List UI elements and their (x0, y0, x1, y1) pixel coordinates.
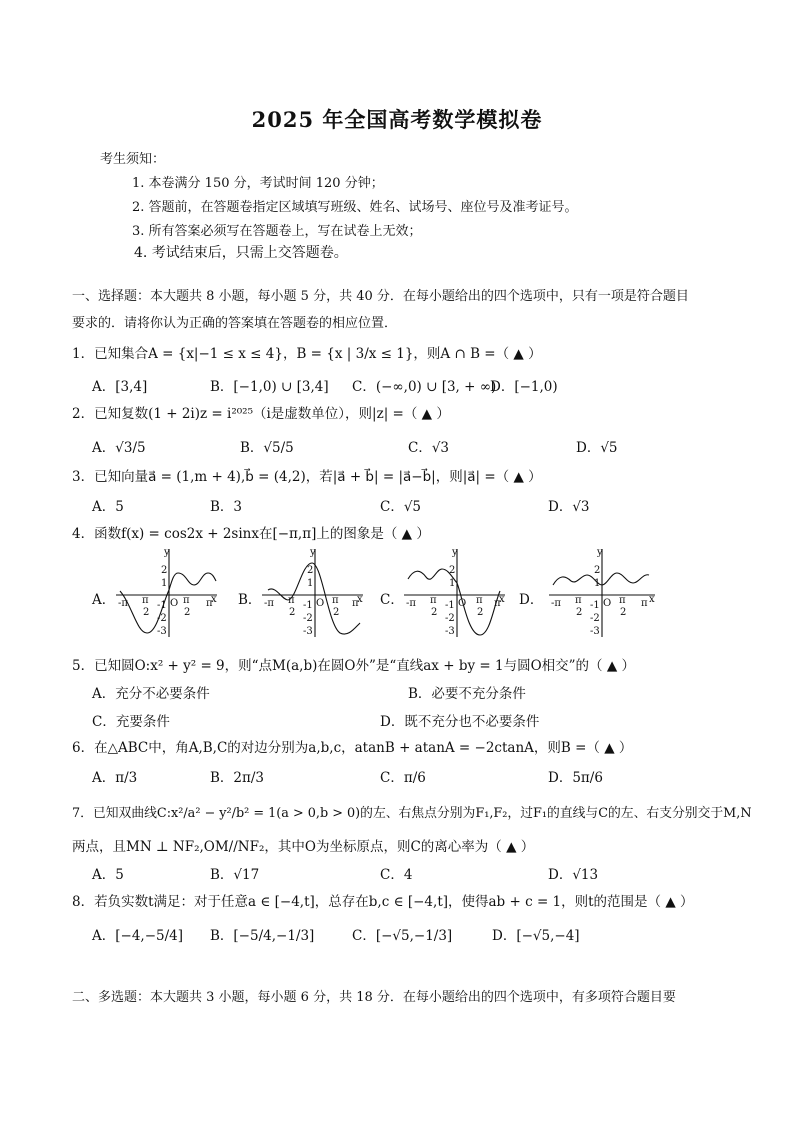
question-1-option-c: C．(−∞,0) ∪ [3, + ∞) (352, 379, 497, 395)
question-6-stem: 6．在△ABC中，角A,B,C的对边分别为a,b,c，atanB + atanA = −2ctanA，则B =（ ▲ ） (72, 740, 633, 756)
question-7-option-b: B．√17 (210, 867, 260, 883)
question-1-stem: 1．已知集合A = {x|−1 ≤ x ≤ 4}，B = {x | 3/x ≤ 1}，则A ∩ B =（ ▲ ） (72, 346, 542, 362)
svg-text:2: 2 (333, 607, 340, 618)
svg-text:1: 1 (307, 578, 314, 589)
question-6-option-d: D．5π/6 (548, 770, 603, 786)
svg-text:2: 2 (477, 607, 484, 618)
svg-text:O: O (316, 598, 325, 609)
svg-text:2: 2 (289, 607, 296, 618)
notice-heading: 考生须知： (100, 152, 166, 167)
svg-text:π: π (332, 595, 339, 606)
question-4-option-b: B． (238, 592, 262, 608)
svg-text:-2: -2 (445, 613, 455, 624)
notice-item-1: 1. 本卷满分 150 分，考试时间 120 分钟； (132, 176, 384, 191)
question-2-stem: 2．已知复数(1 + 2i)z = i²⁰²⁵（i是虚数单位），则|z| =（ ▲ ） (72, 406, 450, 422)
question-8-option-b: B．[−5/4,−1/3] (210, 928, 315, 944)
svg-text:π: π (183, 595, 190, 606)
svg-text:O: O (458, 598, 467, 609)
svg-text:2: 2 (576, 607, 583, 618)
question-3-option-a: A．5 (92, 499, 124, 515)
svg-text:-3: -3 (590, 626, 600, 637)
svg-text:-π: -π (406, 598, 416, 609)
question-8-option-d: D．[−√5,−4] (492, 928, 580, 944)
svg-text:y: y (597, 547, 603, 558)
svg-text:x: x (499, 594, 505, 605)
question-3-option-d: D．√3 (548, 499, 590, 515)
question-4-graph-a (112, 545, 222, 640)
svg-text:1: 1 (594, 578, 601, 589)
svg-text:π: π (619, 595, 626, 606)
svg-text:-2: -2 (590, 613, 600, 624)
svg-text:y: y (164, 547, 170, 558)
question-5-stem: 5．已知圆O:x² + y² = 9，则“点M(a,b)在圆O外”是“直线ax + by = 1与圆O相交”的（ ▲ ） (72, 658, 635, 674)
notice-item-2: 2. 答题前，在答题卷指定区域填写班级、姓名、试场号、座位号及准考证号。 (132, 200, 578, 215)
svg-text:-π: -π (118, 598, 128, 609)
svg-text:-1: -1 (303, 600, 313, 611)
question-3-option-b: B．3 (210, 499, 243, 515)
svg-text:2: 2 (594, 565, 601, 576)
question-6-option-b: B．2π/3 (210, 770, 265, 786)
question-2-option-c: C．√3 (408, 440, 450, 456)
svg-text:-3: -3 (445, 626, 455, 637)
svg-text:2: 2 (161, 565, 168, 576)
svg-text:-2: -2 (303, 613, 313, 624)
svg-text:2: 2 (431, 607, 438, 618)
question-3-option-c: C．√5 (380, 499, 422, 515)
question-8-option-c: C．[−√5,−1/3] (352, 928, 453, 944)
question-4-graph-b (258, 545, 368, 640)
svg-text:1: 1 (161, 578, 168, 589)
svg-text:π: π (288, 595, 295, 606)
svg-text:-3: -3 (303, 626, 313, 637)
question-7-stem-cont: 两点，且MN ⊥ NF₂,OM//NF₂，其中O为坐标原点，则C的离心率为（ ▲ ） (72, 839, 535, 855)
question-1-option-d: D．[−1,0) (490, 379, 558, 395)
question-4-stem: 4．函数f(x) = cos2x + 2sinx在[−π,π]上的图象是（ ▲ ） (72, 526, 430, 542)
question-8-stem: 8．若负实数t满足：对于任意a ∈ [−4,t]，总存在b,c ∈ [−4,t]，使得ab + c = 1，则t的范围是（ ▲ ） (72, 894, 694, 910)
svg-text:-2: -2 (157, 613, 167, 624)
question-5-option-d: D．既不充分也不必要条件 (380, 714, 540, 730)
section2-heading: 二、多选题：本大题共 3 小题，每小题 6 分，共 18 分．在每小题给出的四个选项中，有多项符合题目要 (72, 990, 676, 1005)
question-6-option-c: C．π/6 (380, 770, 426, 786)
question-2-option-d: D．√5 (576, 440, 618, 456)
question-4-option-c: C． (380, 592, 404, 608)
notice-item-4: 4. 考试结束后，只需上交答题卷。 (134, 245, 348, 261)
svg-text:x: x (357, 594, 363, 605)
svg-text:y: y (452, 547, 458, 558)
svg-text:-π: -π (264, 598, 274, 609)
svg-text:-1: -1 (445, 600, 455, 611)
svg-text:2: 2 (184, 607, 191, 618)
notice-item-3: 3. 所有答案必须写在答题卷上，写在试卷上无效； (132, 224, 422, 239)
svg-text:2: 2 (307, 565, 314, 576)
svg-text:π: π (575, 595, 582, 606)
svg-text:1: 1 (449, 578, 456, 589)
svg-text:x: x (211, 594, 217, 605)
question-8-option-a: A．[−4,−5/4] (92, 928, 184, 944)
question-7-option-d: D．√13 (548, 867, 599, 883)
question-7-stem: 7．已知双曲线C:x²/a² − y²/b² = 1(a > 0,b > 0)的左、右焦点分别为F₁,F₂，过F₁的直线与C的左、右支分别交于M,N (72, 806, 752, 821)
exam-title: 2025 年全国高考数学模拟卷 (251, 107, 543, 132)
question-3-stem: 3．已知向量a⃗ = (1,m + 4),b⃗ = (4,2)，若|a⃗ + b⃗| = |a⃗−b⃗|，则|a⃗| =（ ▲ ） (72, 469, 542, 485)
svg-text:-3: -3 (157, 626, 167, 637)
svg-text:2: 2 (143, 607, 150, 618)
svg-text:π: π (206, 598, 213, 609)
svg-text:π: π (494, 598, 501, 609)
question-5-option-a: A．充分不必要条件 (92, 686, 210, 702)
svg-text:π: π (352, 598, 359, 609)
svg-text:π: π (641, 598, 648, 609)
svg-text:2: 2 (449, 565, 456, 576)
question-6-option-a: A．π/3 (92, 770, 138, 786)
question-4-option-a: A． (92, 592, 116, 608)
question-4-graph-d (545, 545, 660, 640)
question-7-option-a: A．5 (92, 867, 124, 883)
question-4-option-d: D． (519, 592, 544, 608)
question-2-option-b: B．√5/5 (240, 440, 294, 456)
section1-line1: 一、选择题：本大题共 8 小题，每小题 5 分，共 40 分．在每小题给出的四个选项中，只有一项是符合题目 (72, 289, 689, 304)
svg-text:π: π (430, 595, 437, 606)
svg-text:-1: -1 (590, 600, 600, 611)
svg-text:2: 2 (620, 607, 627, 618)
svg-text:O: O (603, 598, 612, 609)
question-5-option-c: C．充要条件 (92, 714, 170, 730)
question-1-option-b: B．[−1,0) ∪ [3,4] (210, 379, 329, 395)
svg-text:y: y (310, 547, 316, 558)
question-7-option-c: C．4 (380, 867, 413, 883)
question-4-graph-c (400, 545, 510, 640)
svg-text:-1: -1 (157, 600, 167, 611)
svg-text:-π: -π (551, 598, 561, 609)
svg-text:π: π (476, 595, 483, 606)
section1-line2: 要求的．请将你认为正确的答案填在答题卷的相应位置． (72, 316, 398, 331)
svg-text:x: x (649, 594, 655, 605)
question-1-option-a: A．[3,4] (92, 379, 148, 395)
svg-text:π: π (142, 595, 149, 606)
question-5-option-b: B．必要不充分条件 (408, 686, 526, 702)
question-2-option-a: A．√3/5 (92, 440, 146, 456)
svg-text:O: O (170, 598, 179, 609)
